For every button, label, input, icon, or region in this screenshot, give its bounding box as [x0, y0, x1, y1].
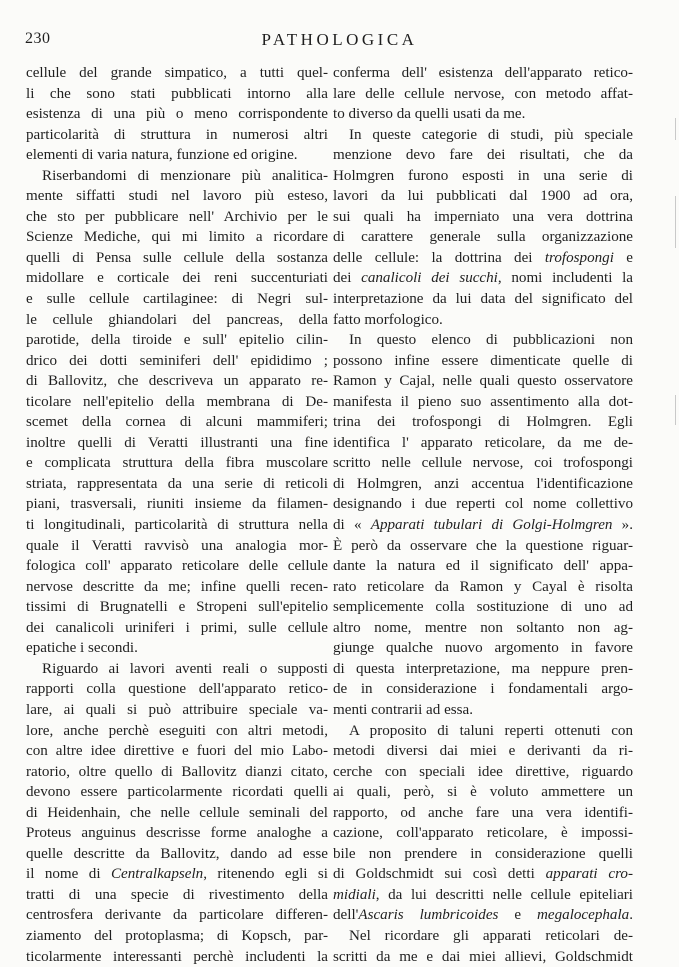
text-fragment: di Goldschmidt sui così detti [333, 866, 546, 883]
text-line [333, 864, 633, 885]
text-line: di Ballovitz, che descriveva un apparato re- [26, 373, 328, 390]
text-fragment: e [498, 907, 537, 924]
text-line: rato reticolare da Ramon y Cayal è risolta [333, 578, 633, 595]
text-line: scritti da me e dai miei allievi, Goldschmidt [333, 948, 633, 965]
text-line: che sto per pubblicare nell' Archivio per le [26, 208, 328, 225]
italic-term: Apparati tubulari di Golgi-Holmgren [370, 517, 613, 534]
text-line: bile non prendere in considerazione quelli [333, 845, 633, 862]
text-fragment: ». [612, 517, 633, 534]
left-text-column [26, 63, 328, 967]
text-line: scemet della cornea di alcuni mammiferi; [26, 414, 328, 431]
text-line: manifesta il pieno suo assentimento alla dot- [333, 393, 633, 410]
text-line: ticolare nell'epitelio della membrana di De- [26, 393, 328, 410]
page-header [0, 30, 679, 52]
text-line: rapporto, od anche fare una vera identifi- [333, 804, 633, 821]
text-line: giunge qualche nuovo argomento in favore [333, 640, 633, 657]
text-line: devono essere particolarmente ricordati quelli [26, 784, 328, 801]
text-line: ratorio, oltre quello di Ballovitz dianzi citato, [26, 763, 328, 780]
text-line: di Heidenhain, che nelle cellule seminali del [26, 804, 328, 821]
text-fragment: di « [333, 517, 371, 534]
text-line: lare delle cellule nervose, con metodo affat- [333, 85, 633, 102]
text-line: di questa interpretazione, ma neppure pren- [333, 660, 633, 677]
text-line: ziamento del protoplasma; di Kopsch, par- [26, 927, 328, 944]
right-text-column [333, 63, 633, 967]
text-line: ai quali, però, si è voluto ammettere un [333, 784, 633, 801]
italic-term: apparati cro- [545, 866, 633, 883]
text-line: lare, ai quali si può attribuire speciale va- [26, 701, 328, 718]
text-fragment: , nomi includenti la [497, 270, 634, 287]
text-line: con altre idee direttive e fuori del mio Labo- [26, 743, 328, 760]
text-line: centrosfera derivante da particolare differen- [26, 907, 328, 924]
text-line: di carattere generale sulla organizzazione [333, 229, 633, 246]
text-line: rapporti colla questione dell'apparato retico- [26, 681, 328, 698]
text-line: lore, anche perchè eseguiti con altri metodi, [26, 722, 328, 739]
margin-mark [675, 118, 676, 140]
text-line: dante la natura ed il significato dell' appa- [333, 558, 633, 575]
text-line [26, 864, 328, 885]
text-line: striata, rappresentata da una serie di reticoli [26, 475, 328, 492]
text-line: quale il Veratti ravvisò una analogia mor- [26, 537, 328, 554]
text-line: epatiche i secondi. [26, 640, 138, 657]
text-line: ticolarmente interessanti perchè includenti la [26, 948, 328, 965]
text-fragment: dei [333, 270, 362, 287]
text-line [333, 885, 633, 906]
text-fragment: , ritenendo egli si [203, 866, 329, 883]
italic-term: megalocephala [537, 907, 630, 924]
text-fragment: . [629, 907, 633, 924]
text-line: sui quali ha imperniato una vera dottrina [333, 208, 633, 225]
text-line [333, 268, 633, 289]
text-line: designando i due reperti col nome collettivo [333, 496, 633, 513]
margin-mark [675, 395, 676, 425]
text-line: e sulle cellule cartilaginee: di Negri sul- [26, 291, 328, 308]
text-line: metodi diversi dai miei e derivanti da ri- [333, 743, 633, 760]
text-line: Scienze Mediche, qui mi limito a ricordare [26, 229, 328, 246]
text-line: de in considerazione i fondamentali argo- [333, 681, 633, 698]
italic-term: midiali [333, 886, 376, 903]
text-line: parotide, della tiroide e sull' epitelio cilin- [26, 332, 328, 349]
text-line: Nel ricordare gli apparati reticolari de- [349, 927, 633, 944]
text-line: In questo elenco di pubblicazioni non [349, 332, 633, 349]
text-line: lavori da lui pubblicati dal 1900 ad ora, [333, 188, 633, 205]
text-line: scritto nelle cellule nervose, coi trofospongi [333, 455, 633, 472]
text-fragment: , da lui descritti nelle cellule epiteliari [375, 886, 633, 903]
text-line: di Holmgren, anzi accentua l'identificazione [333, 475, 633, 492]
italic-term: canalicoli dei succhi [361, 270, 498, 287]
text-line: e complicata struttura della fibra muscolare [26, 455, 328, 472]
text-line: quelle descritte da Ballovitz, dando ad esse [26, 845, 328, 862]
text-line: cellule del grande simpatico, a tutti quel- [26, 65, 328, 81]
text-line: È però da osservare che la questione riguar- [333, 537, 633, 554]
text-line: cazione, coll'apparato reticolare, è impossi- [333, 825, 633, 842]
text-line: quelli di Pensa sulle cellule della sostanza [26, 249, 328, 266]
text-line: Ramon y Cajal, nelle quali questo osservatore [333, 373, 633, 390]
text-line: piani, trasversali, riuniti insieme da filamen- [26, 496, 328, 513]
text-line: to diverso da quelli usati da me. [333, 106, 526, 123]
text-line: A proposito di taluni reperti ottenuti con [349, 722, 633, 739]
text-fragment: delle cellule: la dottrina dei [333, 249, 545, 266]
text-line [333, 905, 633, 926]
text-line [333, 515, 633, 536]
text-line: In queste categorie di studi, più speciale [349, 126, 633, 143]
text-line: conferma dell' esistenza dell'apparato retico- [333, 65, 633, 81]
text-line [333, 248, 633, 269]
text-line: midollare e corticale dei reni succenturiati [26, 270, 328, 287]
text-fragment: il nome di [26, 866, 111, 883]
text-line: drico dei dotti seminiferi dell' epididimo ; [26, 352, 328, 369]
text-line: Riserbandomi di menzionare più analitica- [42, 167, 328, 184]
margin-mark [675, 196, 676, 248]
text-line: dei canalicoli uriniferi i primi, sulle cellule [26, 619, 328, 636]
text-line: inoltre quelli di Veratti illustranti una fine [26, 434, 328, 451]
italic-term: Ascaris lumbricoides [358, 907, 499, 924]
page-number: 230 [25, 30, 51, 47]
text-line: Proteus anguinus descrisse forme analoghe a [26, 825, 328, 842]
text-line: interpretazione da lui data del significato del [333, 291, 633, 308]
text-line: Riguardo ai lavori aventi reali o supposti [42, 660, 328, 677]
italic-term: Centralkapseln [110, 866, 204, 883]
text-line: menti contrarii ad essa. [333, 701, 473, 718]
text-line: nervose descritte da me; infine quelli recen- [26, 578, 328, 595]
text-line: tratti di una specie di rivestimento della [26, 886, 328, 903]
text-line: trina dei trofospongi di Holmgren. Egli [333, 414, 633, 431]
text-line: altro nome, mentre non soltanto non ag- [333, 619, 633, 636]
text-line: identifica l' apparato reticolare, da me de- [333, 434, 633, 451]
text-line: fatto morfologico. [333, 311, 443, 328]
text-line: tissimi di Brugnatelli e Stropeni sull'epitelio [26, 599, 328, 616]
text-line: esistenza di una più o meno corrispondente [26, 106, 328, 123]
text-fragment: e [613, 249, 633, 266]
text-line: menzione devo fare dei risultati, che da [333, 147, 633, 164]
text-line: possono infine essere dimenticate quelle di [333, 352, 633, 369]
italic-term: trofospongi [544, 249, 614, 266]
text-line: particolarità di struttura in numerosi altri [26, 126, 328, 143]
text-line: fologica coll' apparato reticolare delle cellule [26, 558, 328, 575]
running-head: PATHOLOGICA [261, 30, 418, 49]
text-line: elementi di varia natura, funzione ed origine. [26, 147, 298, 164]
text-fragment: dell' [333, 907, 359, 924]
text-line: le cellule ghiandolari del pancreas, della [26, 311, 328, 328]
text-line: ti longitudinali, particolarità di struttura nella [26, 517, 328, 534]
text-line: li che sono stati pubblicati intorno alla [26, 85, 328, 102]
text-line: Holmgren furono esposti in una serie di [333, 167, 633, 184]
text-line: mente siffatti studi nel lavoro più esteso, [26, 188, 328, 205]
text-line: semplicemente colla sostituzione di uno ad [333, 599, 633, 616]
text-line: cerche con speciali idee direttive, riguardo [333, 763, 633, 780]
